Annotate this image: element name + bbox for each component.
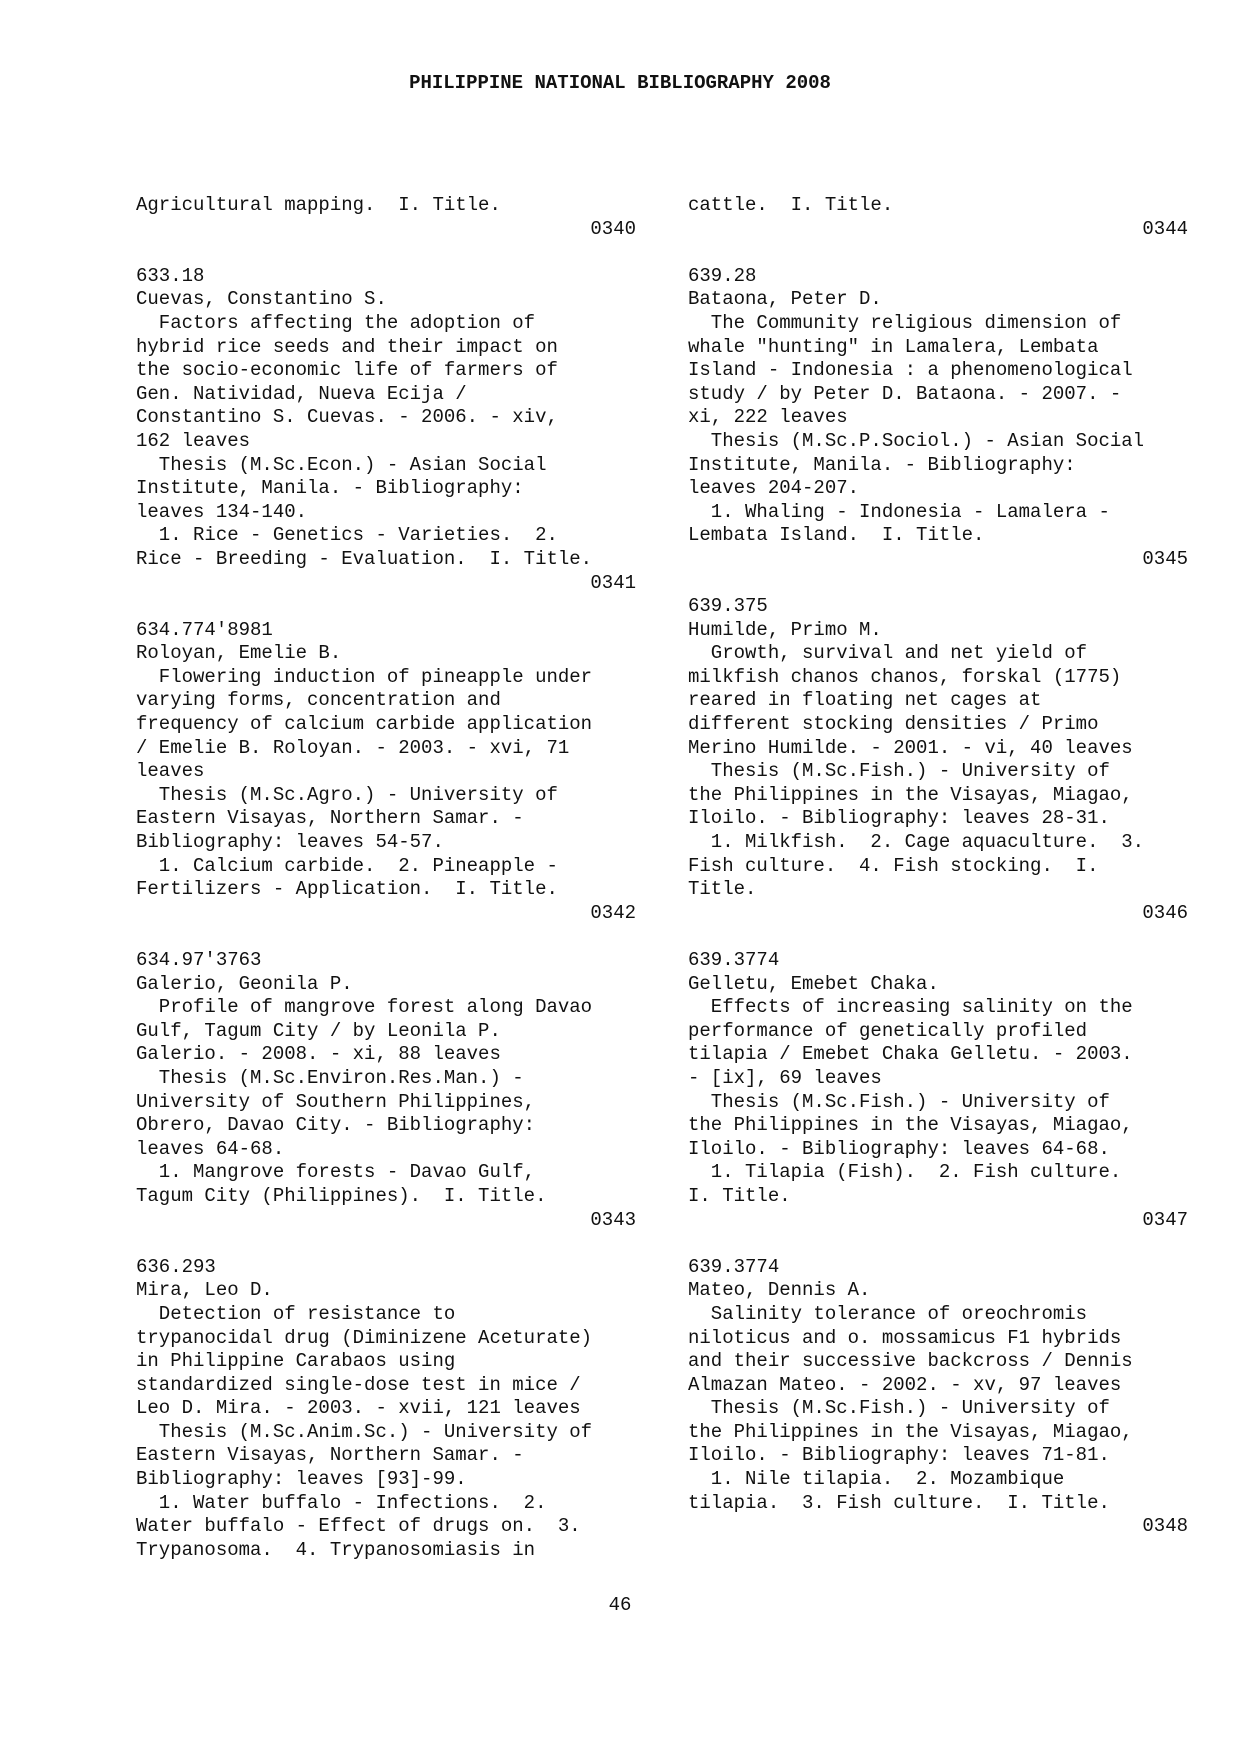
entry-line: 1. Nile tilapia. 2. Mozambique [688,1468,1065,1491]
entry-line: Detection of resistance to [136,1302,456,1325]
entry-gap [688,572,1188,596]
entry-line: Mira, Leo D. [136,1279,273,1302]
entry-number: 0345 [1142,547,1188,570]
entry-line: Title. [688,878,757,901]
entry-line: the socio-economic life of farmers of [136,359,558,382]
entry-line: 1. Milkfish. 2. Cage aquaculture. 3. [688,831,1145,854]
entry-number: 0343 [590,1208,636,1231]
entry-line: The Community religious dimension of [688,311,1122,334]
entry-line: Fertilizers - Application. I. Title. [136,878,558,901]
bibliography-entry [688,194,1188,265]
entry-line: Fish culture. 4. Fish stocking. I. [688,854,1099,877]
entry-line: Trypanosoma. 4. Trypanosomiasis in [136,1538,536,1561]
entry-number: 0341 [590,571,636,594]
entry-line: Island - Indonesia : a phenomenological [688,359,1133,382]
entry-line: Merino Humilde. - 2001. - vi, 40 leaves [688,736,1133,759]
entry-line: 636.293 [136,1255,216,1278]
entry-line: 634.97'3763 [136,949,262,971]
entry-line: Galerio. - 2008. - xi, 88 leaves [136,1043,501,1066]
entry-gap [688,925,1188,949]
entry-line: 639.28 [688,264,757,287]
entry-line: Bibliography: leaves [93]-99. [136,1468,467,1491]
entry-line: leaves 64-68. [136,1137,285,1160]
entry-line: Humilde, Primo M. [688,618,882,641]
entry-line: xi, 222 leaves [688,406,848,429]
entry-line: 1. Calcium carbide. 2. Pineapple - [136,854,558,877]
entry-line: the Philippines in the Visayas, Miagao, [688,1420,1133,1443]
entry-line: Thesis (M.Sc.P.Sociol.) - Asian Social [688,429,1145,452]
entry-gap [688,241,1188,265]
entry-line: tilapia. 3. Fish culture. I. Title. [688,1491,1110,1514]
entry-line: reared in floating net cages at [688,689,1042,712]
entry-line: Rice - Breeding - Evaluation. I. Title. [136,547,593,570]
bibliography-entry [688,1256,1188,1539]
entry-line: standardized single-dose test in mice / [136,1373,581,1396]
entry-line: 639.3774 [688,949,780,971]
entry-line: the Philippines in the Visayas, Miagao, [688,783,1133,806]
entry-line: Effects of increasing salinity on the [688,996,1133,1019]
bibliography-entry [136,949,636,1256]
entry-line: Profile of mangrove forest along Davao [136,996,593,1019]
bibliography-entry [136,194,636,265]
entry-line: Agricultural mapping. I. Title. [136,194,501,216]
entry-number: 0347 [1142,1208,1188,1231]
entry-line: cattle. I. Title. [688,194,894,216]
entry-line: Roloyan, Emelie B. [136,642,342,665]
entry-line: Lembata Island. I. Title. [688,524,985,547]
entry-line: Bibliography: leaves 54-57. [136,831,444,854]
entry-line: Galerio, Geonila P. [136,972,353,995]
entry-line: milkfish chanos chanos, forskal (1775) [688,665,1122,688]
entry-line: Gulf, Tagum City / by Leonila P. [136,1019,501,1042]
bibliography-entry [688,949,1188,1256]
entry-line: trypanocidal drug (Diminizene Aceturate) [136,1326,593,1349]
entry-line: whale "hunting" in Lamalera, Lembata [688,335,1099,358]
entry-line: study / by Peter D. Bataona. - 2007. - [688,382,1122,405]
entry-line: Gen. Natividad, Nueva Ecija / [136,382,467,405]
entry-line: varying forms, concentration and [136,689,501,712]
entry-line: 1. Whaling - Indonesia - Lamalera - [688,500,1110,523]
entry-number: 0346 [1142,901,1188,924]
entry-line: Thesis (M.Sc.Fish.) - University of [688,1397,1110,1420]
entry-line: Obrero, Davao City. - Bibliography: [136,1114,536,1137]
entry-line: leaves 204-207. [688,477,860,500]
entry-line: Thesis (M.Sc.Anim.Sc.) - University of [136,1420,593,1443]
entry-line: Mateo, Dennis A. [688,1279,871,1302]
entry-line: Gelletu, Emebet Chaka. [688,972,939,995]
entry-line: 162 leaves [136,429,251,452]
entry-line: 1. Tilapia (Fish). 2. Fish culture. [688,1161,1122,1184]
entry-line: Almazan Mateo. - 2002. - xv, 97 leaves [688,1373,1122,1396]
entry-number: 0348 [1142,1515,1188,1538]
bibliography-entry [136,265,636,619]
entry-line: University of Southern Philippines, [136,1090,536,1113]
entry-line: Institute, Manila. - Bibliography: [136,477,524,500]
entry-line: Institute, Manila. - Bibliography: [688,453,1076,476]
bibliography-entry [688,595,1188,949]
entry-line: Iloilo. - Bibliography: leaves 28-31. [688,807,1110,830]
entry-line: 639.375 [688,595,768,618]
entry-gap [688,1232,1188,1256]
entry-line: / Emelie B. Roloyan. - 2003. - xvi, 71 [136,736,570,759]
entry-line: different stocking densities / Primo [688,713,1099,736]
bibliography-entry [688,265,1188,595]
entry-line: 1. Water buffalo - Infections. 2. [136,1491,547,1514]
page-header: PHILIPPINE NATIONAL BIBLIOGRAPHY 2008 [409,72,831,94]
entry-line: Thesis (M.Sc.Fish.) - University of [688,1090,1110,1113]
entry-line: Water buffalo - Effect of drugs on. 3. [136,1515,581,1538]
entry-line: Eastern Visayas, Northern Samar. - [136,1444,524,1467]
right-column [688,194,1188,1539]
entry-line: Eastern Visayas, Northern Samar. - [136,807,524,830]
entry-line: Growth, survival and net yield of [688,642,1088,665]
entry-gap [136,925,636,949]
bibliography-entry [136,1256,636,1563]
entry-line: Salinity tolerance of oreochromis [688,1302,1088,1325]
entry-line: Cuevas, Constantino S. [136,288,387,311]
entry-line: Thesis (M.Sc.Agro.) - University of [136,783,558,806]
entry-line: Factors affecting the adoption of [136,311,536,334]
entry-line: niloticus and o. mossamicus F1 hybrids [688,1326,1122,1349]
entry-line: 633.18 [136,264,205,287]
entry-line: hybrid rice seeds and their impact on [136,335,558,358]
page-number: 46 [608,1594,632,1616]
entry-gap [136,1232,636,1256]
entry-gap [136,241,636,265]
entry-line: Leo D. Mira. - 2003. - xvii, 121 leaves [136,1397,581,1420]
entry-line: leaves 134-140. [136,500,308,523]
entry-line: 1. Mangrove forests - Davao Gulf, [136,1161,536,1184]
entry-line: Bataona, Peter D. [688,288,882,311]
bibliography-entry [136,619,636,949]
entry-line: Thesis (M.Sc.Environ.Res.Man.) - [136,1066,524,1089]
entry-number: 0342 [590,901,636,924]
entry-line: Tagum City (Philippines). I. Title. [136,1184,547,1207]
entry-line: performance of genetically profiled [688,1019,1088,1042]
entry-line: Constantino S. Cuevas. - 2006. - xiv, [136,406,558,429]
entry-line: in Philippine Carabaos using [136,1350,456,1373]
left-column [136,194,636,1562]
entry-line: Flowering induction of pineapple under [136,665,593,688]
entry-number: 0340 [590,217,636,240]
entry-line: 634.774'8981 [136,618,273,641]
entry-line: Iloilo. - Bibliography: leaves 64-68. [688,1137,1110,1160]
entry-line: Thesis (M.Sc.Fish.) - University of [688,760,1110,783]
entry-line: Thesis (M.Sc.Econ.) - Asian Social [136,453,547,476]
entry-line: - [ix], 69 leaves [688,1066,882,1089]
entry-line: 639.3774 [688,1255,780,1278]
entry-line: I. Title. [688,1184,791,1207]
entry-line: frequency of calcium carbide application [136,713,593,736]
entry-line: 1. Rice - Genetics - Varieties. 2. [136,524,558,547]
entry-number: 0344 [1142,217,1188,240]
entry-line: Iloilo. - Bibliography: leaves 71-81. [688,1444,1110,1467]
entry-line: the Philippines in the Visayas, Miagao, [688,1114,1133,1137]
entry-line: and their successive backcross / Dennis [688,1350,1133,1373]
entry-line: tilapia / Emebet Chaka Gelletu. - 2003. [688,1043,1133,1066]
entry-line: leaves [136,760,205,783]
entry-gap [136,595,636,619]
